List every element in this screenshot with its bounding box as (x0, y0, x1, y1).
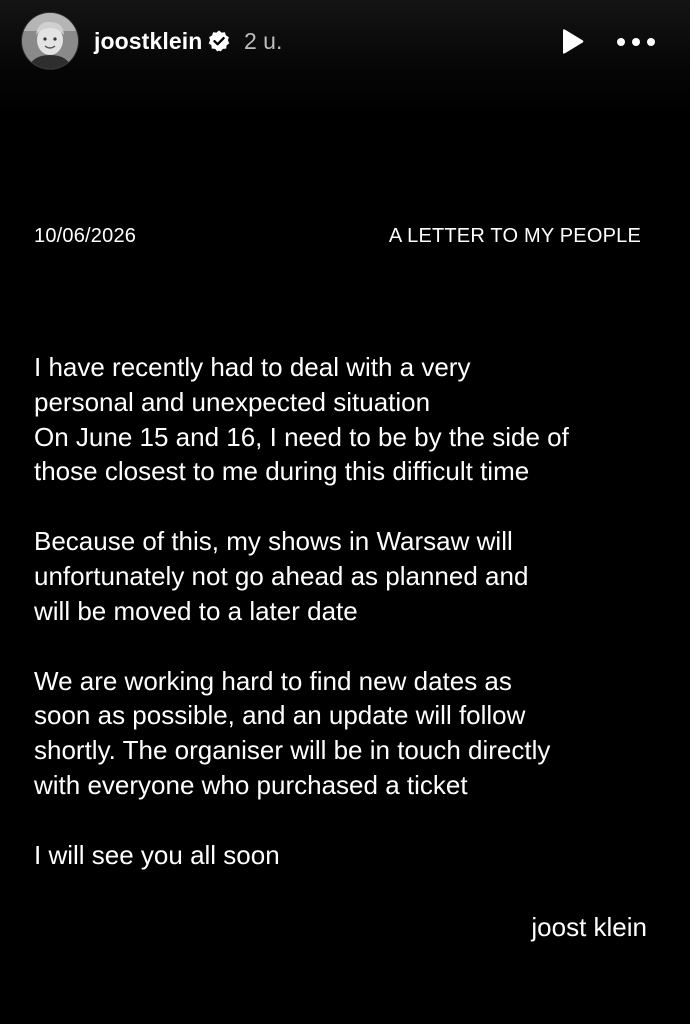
letter-line: unfortunately not go ahead as planned and (34, 560, 529, 591)
avatar[interactable] (22, 13, 78, 69)
play-icon[interactable] (556, 26, 588, 58)
letter-body (34, 350, 664, 908)
letter-paragraph-4 (34, 838, 664, 873)
verified-badge-icon (207, 29, 231, 53)
letter-line: Because of this, my shows in Warsaw will (34, 526, 513, 557)
letter-line: shortly. The organiser will be in touch directly (34, 735, 551, 766)
post-time: 2 u. (244, 28, 283, 54)
letter-line: will be moved to a later date (34, 595, 358, 626)
avatar-photo-icon (22, 13, 78, 69)
letter-paragraph-3 (34, 664, 664, 803)
letter-title: A LETTER TO MY PEOPLE (388, 225, 641, 247)
letter-line: I will see you all soon (34, 839, 280, 870)
letter-line: with everyone who purchased a ticket (34, 769, 468, 800)
more-options-icon[interactable] (614, 30, 658, 54)
letter-line: soon as possible, and an update will follow (34, 700, 526, 731)
letter-signature: joost klein (531, 912, 647, 942)
letter-paragraph-1 (34, 350, 664, 489)
letter-line: personal and unexpected situation (34, 386, 431, 417)
letter-paragraph-2 (34, 524, 664, 628)
letter-line: those closest to me during this difficult time (34, 456, 530, 487)
story-header (0, 0, 690, 84)
letter-line: We are working hard to find new dates as (34, 665, 512, 696)
letter-date: 10/06/2026 (34, 225, 137, 247)
username-link[interactable]: joostklein (94, 28, 203, 54)
letter-line: I have recently had to deal with a very (34, 352, 471, 382)
letter-line: On June 15 and 16, I need to be by the side of (34, 421, 569, 452)
